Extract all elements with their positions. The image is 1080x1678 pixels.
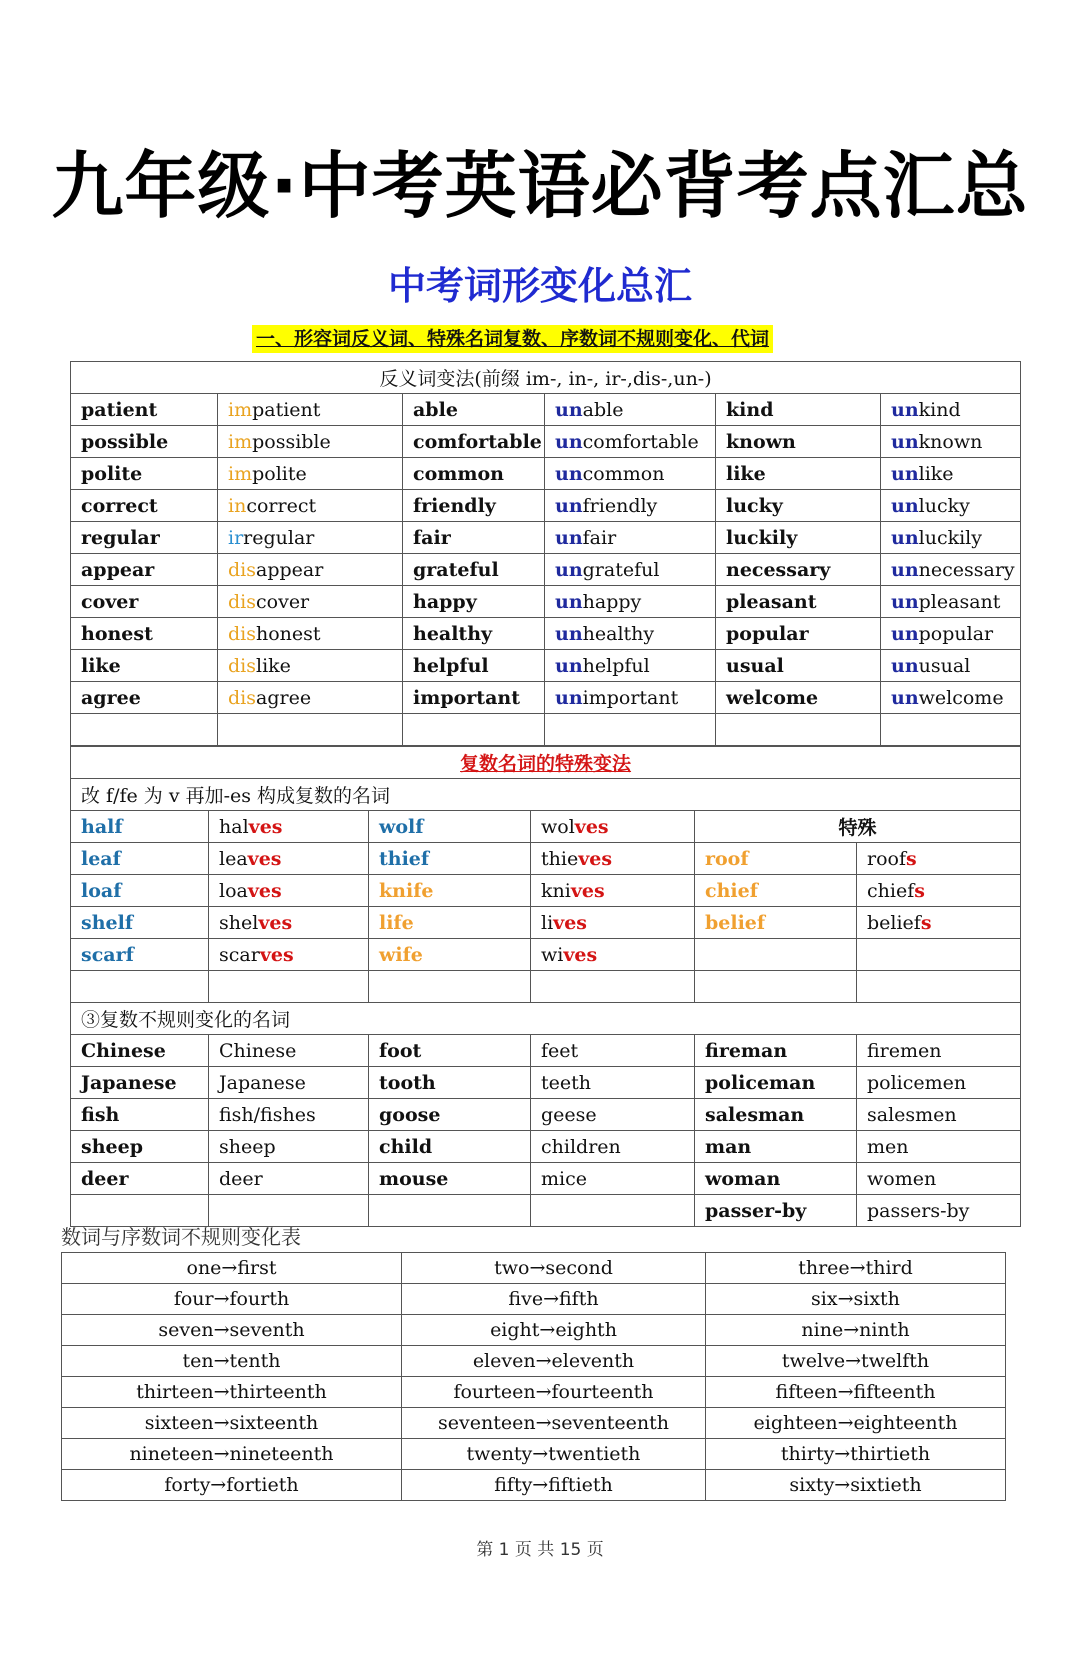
singular-word: tooth — [369, 1067, 531, 1099]
number-pair: sixty→sixtieth — [706, 1470, 1006, 1501]
prefix: dis — [228, 590, 256, 613]
number-pair: two→second — [402, 1253, 706, 1284]
table-row — [71, 618, 1021, 650]
number-pair: thirteen→thirteenth — [62, 1377, 402, 1408]
singular-word: Japanese — [71, 1067, 209, 1099]
table-row — [71, 971, 1021, 1003]
table-row — [71, 714, 1021, 746]
stem: belief — [867, 911, 921, 934]
irregular-title: ③复数不规则变化的名词 — [71, 1003, 1021, 1035]
base-word: honest — [71, 618, 218, 650]
prefix: un — [891, 622, 919, 645]
table-row — [62, 1315, 1006, 1346]
plural-word: salesmen — [857, 1099, 1021, 1131]
singular-word: fireman — [695, 1035, 857, 1067]
suffix: ves — [553, 911, 587, 934]
table-row — [62, 1346, 1006, 1377]
singular-word: shelf — [71, 907, 209, 939]
base-word: regular — [71, 522, 218, 554]
plural-word — [531, 939, 695, 971]
plural-word — [857, 843, 1021, 875]
singular-word — [369, 1195, 531, 1227]
stem: comfortable — [582, 430, 699, 453]
antonym-word — [881, 490, 1021, 522]
table-row — [71, 1163, 1021, 1195]
number-pair: three→third — [706, 1253, 1006, 1284]
table-row — [71, 586, 1021, 618]
table-row — [62, 1377, 1006, 1408]
number-pair: fifty→fiftieth — [402, 1470, 706, 1501]
page-footer: 第 1 页 共 15 页 — [476, 1540, 604, 1560]
stem: healthy — [582, 622, 655, 645]
plural-word — [531, 1195, 695, 1227]
stem: cover — [256, 590, 310, 613]
plural-table — [70, 746, 1021, 1227]
base-word: welcome — [716, 682, 881, 714]
antonym-word — [545, 586, 716, 618]
stem: regular — [243, 526, 315, 549]
table-row — [71, 522, 1021, 554]
base-word: friendly — [403, 490, 545, 522]
singular-word: half — [71, 811, 209, 843]
prefix: im — [228, 430, 253, 453]
stem: kni — [541, 879, 571, 902]
prefix: ir — [228, 526, 244, 549]
base-word: kind — [716, 394, 881, 426]
base-word: able — [403, 394, 545, 426]
prefix: un — [555, 494, 583, 517]
number-pair: eleven→eleventh — [402, 1346, 706, 1377]
empty-cell — [857, 939, 1021, 971]
singular-word: knife — [369, 875, 531, 907]
table-row — [62, 1439, 1006, 1470]
prefix: un — [891, 558, 919, 581]
stem: like — [918, 462, 954, 485]
number-pair: seven→seventh — [62, 1315, 402, 1346]
stem: possible — [252, 430, 331, 453]
antonym-word — [545, 522, 716, 554]
prefix: un — [555, 590, 583, 613]
empty-cell — [531, 971, 695, 1003]
antonym-word — [218, 650, 403, 682]
plural-word: sheep — [209, 1131, 369, 1163]
empty-cell — [716, 714, 881, 746]
plural-word — [209, 843, 369, 875]
base-word: fair — [403, 522, 545, 554]
antonym-word — [881, 458, 1021, 490]
table-row — [62, 1408, 1006, 1439]
prefix: un — [891, 398, 919, 421]
suffix: s — [906, 847, 917, 870]
base-word: important — [403, 682, 545, 714]
base-word: agree — [71, 682, 218, 714]
number-pair: eighteen→eighteenth — [706, 1408, 1006, 1439]
table-row — [71, 394, 1021, 426]
number-pair: one→first — [62, 1253, 402, 1284]
main-title: 九年级·中考英语必背考点汇总 — [51, 144, 1029, 228]
plural-word: passers-by — [857, 1195, 1021, 1227]
stem: lucky — [918, 494, 970, 517]
singular-word: leaf — [71, 843, 209, 875]
stem: fair — [582, 526, 617, 549]
base-word: healthy — [403, 618, 545, 650]
plural-word: mice — [531, 1163, 695, 1195]
stem: friendly — [582, 494, 658, 517]
prefix: un — [555, 622, 583, 645]
empty-cell — [881, 714, 1021, 746]
stem: thie — [541, 847, 579, 870]
base-word: common — [403, 458, 545, 490]
singular-word: fish — [71, 1099, 209, 1131]
antonym-word — [218, 426, 403, 458]
numbers-caption: 数词与序数词不规则变化表 — [61, 1225, 301, 1249]
antonym-word — [545, 426, 716, 458]
base-word: like — [71, 650, 218, 682]
antonym-word — [218, 490, 403, 522]
suffix: ves — [578, 847, 613, 870]
plural-word — [209, 875, 369, 907]
table-row — [62, 1253, 1006, 1284]
suffix: ves — [570, 879, 605, 902]
stem: patient — [252, 398, 321, 421]
plural-word: feet — [531, 1035, 695, 1067]
antonym-word — [545, 650, 716, 682]
stem: known — [918, 430, 983, 453]
antonym-word — [218, 394, 403, 426]
empty-cell — [695, 971, 857, 1003]
stem: kind — [918, 398, 961, 421]
base-word: grateful — [403, 554, 545, 586]
sub-title: 中考词形变化总汇 — [387, 264, 692, 308]
singular-word: sheep — [71, 1131, 209, 1163]
numbers-table — [61, 1252, 1006, 1501]
empty-cell — [369, 971, 531, 1003]
antonym-word — [218, 586, 403, 618]
singular-word: policeman — [695, 1067, 857, 1099]
suffix: ves — [563, 943, 598, 966]
section-title: 一、形容词反义词、特殊名词复数、序数词不规则变化、代词 — [252, 325, 773, 353]
empty-cell — [71, 714, 218, 746]
table-row — [62, 1284, 1006, 1315]
base-word: pleasant — [716, 586, 881, 618]
number-pair: fifteen→fifteenth — [706, 1377, 1006, 1408]
prefix: un — [891, 462, 919, 485]
singular-word: belief — [695, 907, 857, 939]
prefix: im — [228, 462, 253, 485]
singular-word: passer-by — [695, 1195, 857, 1227]
table-row — [71, 1035, 1021, 1067]
plural-word — [209, 811, 369, 843]
suffix: s — [914, 879, 925, 902]
stem: wi — [541, 943, 564, 966]
stem: correct — [246, 494, 317, 517]
number-pair: six→sixth — [706, 1284, 1006, 1315]
table-row — [71, 554, 1021, 586]
base-word: like — [716, 458, 881, 490]
prefix: dis — [228, 558, 256, 581]
plural-word: policemen — [857, 1067, 1021, 1099]
table-row — [71, 843, 1021, 875]
base-word: necessary — [716, 554, 881, 586]
plural-word — [531, 907, 695, 939]
base-word: usual — [716, 650, 881, 682]
empty-cell — [209, 971, 369, 1003]
prefix: un — [555, 462, 583, 485]
table-row — [71, 682, 1021, 714]
prefix: un — [891, 686, 919, 709]
antonym-word — [881, 554, 1021, 586]
base-word: polite — [71, 458, 218, 490]
plural-word — [531, 811, 695, 843]
empty-cell — [857, 971, 1021, 1003]
antonym-word — [218, 554, 403, 586]
plural-word: fish/fishes — [209, 1099, 369, 1131]
base-word: luckily — [716, 522, 881, 554]
table-row — [71, 458, 1021, 490]
suffix: s — [920, 911, 932, 934]
stem: common — [582, 462, 665, 485]
stem: scar — [219, 943, 260, 966]
number-pair: twelve→twelfth — [706, 1346, 1006, 1377]
fve-title: 改 f/fe 为 v 再加-es 构成复数的名词 — [71, 779, 1021, 811]
base-word: popular — [716, 618, 881, 650]
prefix: un — [555, 654, 583, 677]
plural-word — [531, 875, 695, 907]
stem: chief — [867, 879, 915, 902]
base-word: known — [716, 426, 881, 458]
table-row — [71, 426, 1021, 458]
base-word: possible — [71, 426, 218, 458]
base-word: correct — [71, 490, 218, 522]
plural-word: Japanese — [209, 1067, 369, 1099]
table-row — [71, 650, 1021, 682]
prefix: dis — [228, 686, 256, 709]
prefix: un — [891, 654, 919, 677]
number-pair: ten→tenth — [62, 1346, 402, 1377]
prefix: im — [228, 398, 253, 421]
stem: loa — [219, 879, 248, 902]
antonym-word — [545, 394, 716, 426]
plural-word: men — [857, 1131, 1021, 1163]
singular-word: Chinese — [71, 1035, 209, 1067]
singular-word: woman — [695, 1163, 857, 1195]
empty-cell — [403, 714, 545, 746]
empty-cell — [695, 939, 857, 971]
antonym-word — [545, 682, 716, 714]
stem: agree — [256, 686, 312, 709]
stem: like — [256, 654, 291, 677]
plural-word — [209, 939, 369, 971]
prefix: un — [891, 430, 919, 453]
stem: important — [582, 686, 679, 709]
singular-word: chief — [695, 875, 857, 907]
antonym-word — [881, 618, 1021, 650]
stem: roof — [867, 847, 906, 870]
stem: grateful — [582, 558, 660, 581]
special-label: 特殊 — [695, 811, 1021, 843]
antonym-word — [545, 554, 716, 586]
plural-word: teeth — [531, 1067, 695, 1099]
prefix: in — [228, 494, 247, 517]
base-word: lucky — [716, 490, 881, 522]
singular-word: scarf — [71, 939, 209, 971]
suffix: ves — [247, 847, 282, 870]
stem: able — [582, 398, 624, 421]
singular-word: foot — [369, 1035, 531, 1067]
antonym-word — [881, 426, 1021, 458]
plural-word — [857, 875, 1021, 907]
prefix: un — [555, 686, 583, 709]
singular-word: mouse — [369, 1163, 531, 1195]
stem: welcome — [918, 686, 1004, 709]
empty-cell — [71, 971, 209, 1003]
singular-word: wife — [369, 939, 531, 971]
stem: usual — [918, 654, 971, 677]
table-row — [71, 811, 1021, 843]
suffix: ves — [259, 943, 294, 966]
singular-word: goose — [369, 1099, 531, 1131]
plural-word: deer — [209, 1163, 369, 1195]
base-word: appear — [71, 554, 218, 586]
antonym-word — [218, 522, 403, 554]
prefix: un — [555, 558, 583, 581]
table-row — [71, 490, 1021, 522]
antonym-word — [881, 682, 1021, 714]
plural-word — [209, 907, 369, 939]
antonym-word — [881, 650, 1021, 682]
plural-word: geese — [531, 1099, 695, 1131]
prefix: un — [555, 398, 583, 421]
antonym-word — [881, 522, 1021, 554]
plural-header: 复数名词的特殊变法 — [71, 747, 1021, 779]
antonym-word — [218, 458, 403, 490]
base-word: comfortable — [403, 426, 545, 458]
number-pair: five→fifth — [402, 1284, 706, 1315]
stem: polite — [252, 462, 307, 485]
plural-word: women — [857, 1163, 1021, 1195]
antonym-word — [545, 618, 716, 650]
stem: helpful — [582, 654, 650, 677]
stem: lea — [219, 847, 248, 870]
plural-word: children — [531, 1131, 695, 1163]
plural-word — [857, 907, 1021, 939]
singular-word: child — [369, 1131, 531, 1163]
suffix: ves — [247, 879, 282, 902]
number-pair: sixteen→sixteenth — [62, 1408, 402, 1439]
number-pair: four→fourth — [62, 1284, 402, 1315]
prefix: un — [891, 526, 919, 549]
prefix: un — [891, 590, 919, 613]
plural-word: Chinese — [209, 1035, 369, 1067]
prefix: dis — [228, 622, 256, 645]
antonym-header: 反义词变法(前缀 im-, in-, ir-,dis-,un-) — [71, 362, 1021, 394]
table-row — [71, 939, 1021, 971]
stem: hal — [219, 815, 249, 838]
antonym-table — [70, 361, 1021, 746]
antonym-word — [881, 394, 1021, 426]
number-pair: fourteen→fourteenth — [402, 1377, 706, 1408]
number-pair: nine→ninth — [706, 1315, 1006, 1346]
base-word: patient — [71, 394, 218, 426]
table-row — [71, 1067, 1021, 1099]
singular-word: thief — [369, 843, 531, 875]
singular-word: deer — [71, 1163, 209, 1195]
table-row — [71, 875, 1021, 907]
number-pair: seventeen→seventeenth — [402, 1408, 706, 1439]
base-word: happy — [403, 586, 545, 618]
empty-cell — [545, 714, 716, 746]
table-row — [71, 1099, 1021, 1131]
antonym-word — [545, 458, 716, 490]
singular-word: life — [369, 907, 531, 939]
singular-word: man — [695, 1131, 857, 1163]
stem: luckily — [918, 526, 982, 549]
prefix: un — [555, 430, 583, 453]
stem: li — [541, 911, 554, 934]
suffix: ves — [248, 815, 283, 838]
stem: happy — [582, 590, 642, 613]
number-pair: nineteen→nineteenth — [62, 1439, 402, 1470]
table-row — [71, 1131, 1021, 1163]
antonym-word — [218, 618, 403, 650]
prefix: un — [555, 526, 583, 549]
number-pair: twenty→twentieth — [402, 1439, 706, 1470]
suffix: ves — [574, 815, 609, 838]
plural-word: firemen — [857, 1035, 1021, 1067]
singular-word: wolf — [369, 811, 531, 843]
singular-word: salesman — [695, 1099, 857, 1131]
table-row — [71, 907, 1021, 939]
stem: appear — [256, 558, 324, 581]
table-row — [71, 1003, 1021, 1035]
prefix: dis — [228, 654, 256, 677]
prefix: un — [891, 494, 919, 517]
stem: necessary — [918, 558, 1015, 581]
stem: popular — [918, 622, 994, 645]
antonym-word — [881, 586, 1021, 618]
empty-cell — [218, 714, 403, 746]
antonym-word — [218, 682, 403, 714]
number-pair: thirty→thirtieth — [706, 1439, 1006, 1470]
plural-word — [531, 843, 695, 875]
suffix: ves — [258, 911, 293, 934]
antonym-word — [545, 490, 716, 522]
base-word: cover — [71, 586, 218, 618]
stem: wol — [541, 815, 575, 838]
stem: shel — [219, 911, 259, 934]
stem: honest — [256, 622, 321, 645]
number-pair: forty→fortieth — [62, 1470, 402, 1501]
singular-word: roof — [695, 843, 857, 875]
table-row — [62, 1470, 1006, 1501]
base-word: helpful — [403, 650, 545, 682]
number-pair: eight→eighth — [402, 1315, 706, 1346]
stem: pleasant — [918, 590, 1001, 613]
singular-word: loaf — [71, 875, 209, 907]
